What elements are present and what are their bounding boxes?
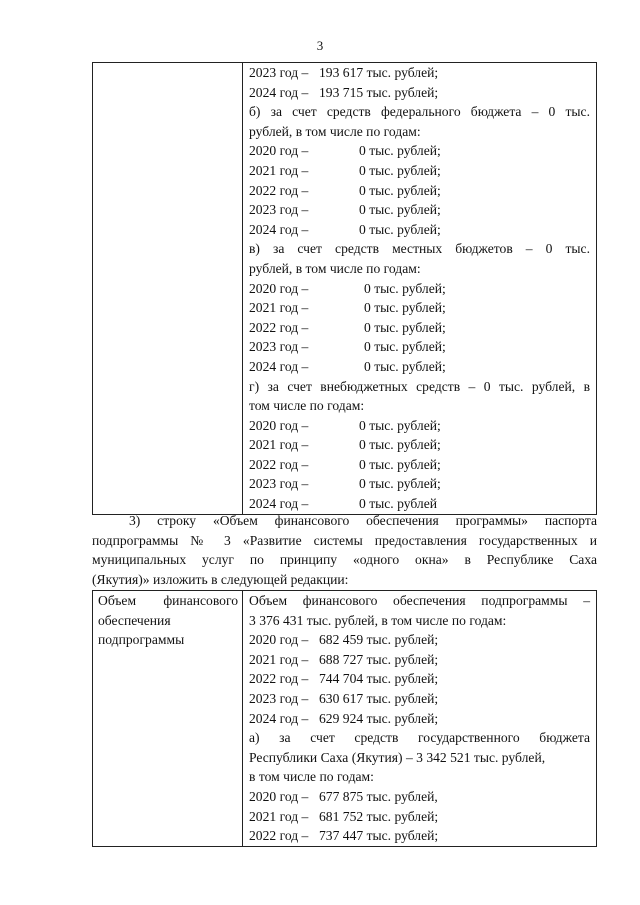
year-label: 2020 год – [249, 417, 309, 433]
amount-value: 629 924 тыс. рублей; [319, 710, 439, 726]
amount-value: 682 459 тыс. рублей; [319, 632, 439, 648]
table1-right-cell [243, 63, 597, 515]
amount-value: 0 тыс. рублей; [359, 417, 441, 433]
funding-line [243, 161, 596, 181]
year-label: 2021 год – [249, 651, 309, 667]
funding-line [243, 357, 596, 377]
year-label: 2020 год – [249, 632, 309, 648]
amount-value: 0 тыс. рублей; [359, 143, 441, 159]
amount-value: 0 тыс. рублей; [359, 182, 441, 198]
amendment-paragraph [92, 511, 597, 589]
funding-line: в) за счет средств местных бюджетов – 0 тыс. [249, 241, 590, 257]
funding-line: Объем финансового обеспечения подпрограммы – [249, 593, 590, 608]
amount-value: 0 тыс. рублей; [364, 339, 446, 355]
year-label: 2022 год – [249, 319, 309, 335]
amount-value: 0 тыс. рублей; [364, 319, 446, 335]
funding-line [243, 787, 596, 807]
year-label: 2020 год – [249, 280, 309, 296]
amount-value: 688 727 тыс. рублей; [319, 651, 439, 667]
paragraph-line: 3) строку «Объем финансового обеспечения программы» паспорта [129, 513, 597, 528]
year-label: 2020 год – [249, 143, 309, 159]
table1-lines [243, 63, 596, 514]
funding-line: 3 376 431 тыс. рублей, в том числе по годам: [249, 612, 507, 628]
funding-line: Республики Саха (Якутия) – 3 342 521 тыс. рублей, [249, 749, 546, 765]
funding-line [243, 474, 596, 494]
amount-value: 193 715 тыс. рублей; [319, 84, 439, 100]
year-label: 2023 год – [249, 339, 309, 355]
funding-line [243, 455, 596, 475]
funding-line [243, 181, 596, 201]
funding-line: рублей, в том числе по годам: [249, 123, 421, 139]
paragraph-line: подпрограммы № 3 «Развитие системы предоставления государственных и [92, 532, 597, 548]
funding-line [243, 826, 596, 846]
paragraph-line: (Якутия)» изложить в следующей редакции: [92, 571, 349, 587]
year-label: 2021 год – [249, 300, 309, 316]
year-label: 2024 год – [249, 358, 309, 374]
funding-line [243, 200, 596, 220]
funding-line [243, 337, 596, 357]
table2-right-cell [243, 591, 597, 847]
table2-lines [243, 591, 596, 846]
amount-value: 737 447 тыс. рублей; [319, 828, 439, 844]
funding-line [243, 689, 596, 709]
table1-left-cell [93, 63, 243, 515]
year-label: 2021 год – [249, 162, 309, 178]
amount-value: 0 тыс. рублей; [364, 280, 446, 296]
amount-value: 744 704 тыс. рублей; [319, 671, 439, 687]
funding-line: том числе по годам: [249, 398, 365, 414]
amount-value: 0 тыс. рублей; [359, 162, 441, 178]
page-number: 3 [316, 38, 324, 53]
left-label-line: подпрограммы [98, 632, 185, 648]
funding-line [243, 435, 596, 455]
year-label: 2023 год – [249, 202, 309, 218]
funding-line [243, 63, 596, 83]
funding-line: а) за счет средств государственного бюджета [249, 730, 590, 746]
year-label: 2022 год – [249, 182, 309, 198]
year-label: 2022 год – [249, 828, 309, 844]
funding-line [243, 669, 596, 689]
year-label: 2022 год – [249, 671, 309, 687]
year-label: 2021 год – [249, 808, 309, 824]
amount-value: 0 тыс. рублей [359, 496, 438, 512]
amount-value: 0 тыс. рублей; [364, 300, 446, 316]
funding-line [243, 279, 596, 299]
left-label-line: обеспечения [98, 612, 171, 628]
year-label: 2023 год – [249, 65, 309, 80]
year-label: 2021 год – [249, 437, 309, 453]
year-label: 2023 год – [249, 690, 309, 706]
year-label: 2024 год – [249, 84, 309, 100]
left-label-line: Объем финансового [98, 593, 238, 608]
amount-value: 0 тыс. рублей; [359, 202, 441, 218]
amount-value: 0 тыс. рублей; [364, 358, 446, 374]
year-label: 2020 год – [249, 788, 309, 804]
funding-line [243, 650, 596, 670]
amount-value: 677 875 тыс. рублей, [319, 788, 438, 804]
funding-table-subprogram-3 [92, 590, 597, 847]
funding-line: б) за счет средств федерального бюджета – 0 тыс. [249, 104, 590, 120]
year-label: 2024 год – [249, 221, 309, 237]
funding-line [243, 630, 596, 650]
paragraph-line: муниципальных услуг по принципу «одного окна» в Республике Саха [92, 552, 597, 568]
funding-line: рублей, в том числе по годам: [249, 260, 421, 276]
funding-line [243, 416, 596, 436]
year-label: 2023 год – [249, 476, 309, 492]
funding-line [243, 298, 596, 318]
amount-value: 193 617 тыс. рублей; [319, 65, 439, 80]
funding-line [243, 141, 596, 161]
funding-line: г) за счет внебюджетных средств – 0 тыс. рублей, в [249, 378, 590, 394]
funding-table-continued [92, 62, 597, 515]
amount-value: 0 тыс. рублей; [359, 221, 441, 237]
funding-line [243, 807, 596, 827]
funding-line [243, 220, 596, 240]
amount-value: 0 тыс. рублей; [359, 476, 441, 492]
amount-value: 0 тыс. рублей; [359, 456, 441, 472]
funding-line: в том числе по годам: [249, 769, 374, 785]
table2-left-cell [93, 591, 243, 847]
amount-value: 630 617 тыс. рублей; [319, 690, 439, 706]
year-label: 2022 год – [249, 456, 309, 472]
amount-value: 681 752 тыс. рублей; [319, 808, 439, 824]
amount-value: 0 тыс. рублей; [359, 437, 441, 453]
funding-line [243, 83, 596, 103]
funding-line [243, 318, 596, 338]
year-label: 2024 год – [249, 496, 309, 512]
year-label: 2024 год – [249, 710, 309, 726]
funding-line [243, 709, 596, 729]
